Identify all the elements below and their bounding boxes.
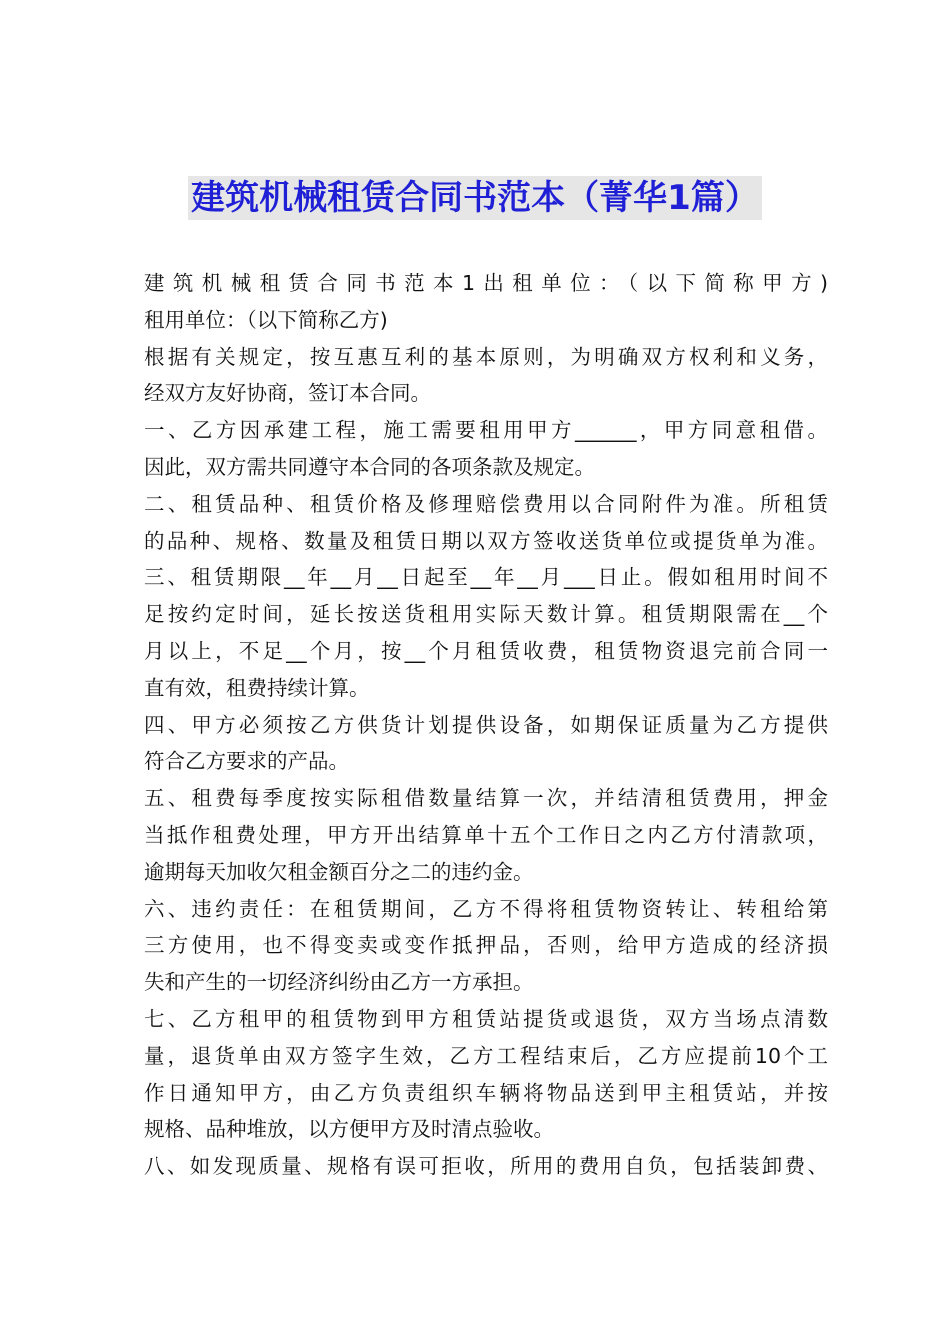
- body-line: 因此，双方需共同遵守本合同的各项条款及规定。: [144, 454, 595, 479]
- body-line: 三方使用，也不得变卖或变作抵押品，否则，给甲方造成的经济损: [144, 933, 828, 958]
- body-line: 直有效，租费持续计算。: [144, 675, 370, 700]
- body-line: 量，退货单由双方签字生效，乙方工程结束后，乙方应提前10个工: [144, 1043, 828, 1068]
- body-line: 当抵作租费处理，甲方开出结算单十五个工作日之内乙方付清款项，: [144, 822, 828, 847]
- body-line: 建筑机械租赁合同书范本1出租单位：（以下简称甲方): [144, 271, 828, 295]
- body-line: 五、租费每季度按实际租借数量结算一次，并结清租赁费用，押金: [144, 786, 828, 811]
- body-line: 六、违约责任：在租赁期间，乙方不得将租赁物资转让、转租给第: [144, 896, 828, 921]
- body-line: 四、甲方必须按乙方供货计划提供设备，如期保证质量为乙方提供: [144, 712, 828, 737]
- body-line: 的品种、规格、数量及租赁日期以双方签收送货单位或提货单为准。: [144, 528, 828, 553]
- body-line: 七、乙方租甲的租赁物到甲方租赁站提货或退货，双方当场点清数: [144, 1006, 828, 1031]
- body-line: 逾期每天加收欠租金额百分之二的违约金。: [144, 859, 534, 884]
- body-line: 二、租赁品种、租赁价格及修理赔偿费用以合同附件为准。所租赁: [144, 491, 828, 516]
- body-line: 根据有关规定，按互惠互利的基本原则，为明确双方权利和义务，: [144, 344, 828, 369]
- document-body: [144, 265, 828, 1185]
- body-line: 月以上，不足__个月，按__个月租赁收费，租赁物资退完前合同一: [144, 638, 828, 663]
- document-title: 建筑机械租赁合同书范本（菁华1篇）: [188, 176, 762, 220]
- body-line: 三、租赁期限__年__月__日起至__年__月___日止。假如租用时间不: [144, 565, 828, 590]
- body-line: 符合乙方要求的产品。: [144, 749, 349, 774]
- body-line: 失和产生的一切经济纠纷由乙方一方承担。: [144, 970, 534, 995]
- body-line: 足按约定时间，延长按送货租用实际天数计算。租赁期限需在__个: [144, 602, 828, 627]
- body-line: 经双方友好协商，签订本合同。: [144, 381, 431, 406]
- body-line: 一、乙方因承建工程，施工需要租用甲方______，甲方同意租借。: [144, 418, 828, 443]
- body-line: 规格、品种堆放，以方便甲方及时清点验收。: [144, 1117, 554, 1142]
- body-line: 八、如发现质量、规格有误可拒收，所用的费用自负，包括装卸费、: [144, 1154, 828, 1179]
- body-line: 租用单位：（以下简称乙方): [144, 307, 388, 332]
- body-line: 作日通知甲方，由乙方负责组织车辆将物品送到甲主租赁站，并按: [144, 1080, 828, 1105]
- title-container: [0, 176, 950, 220]
